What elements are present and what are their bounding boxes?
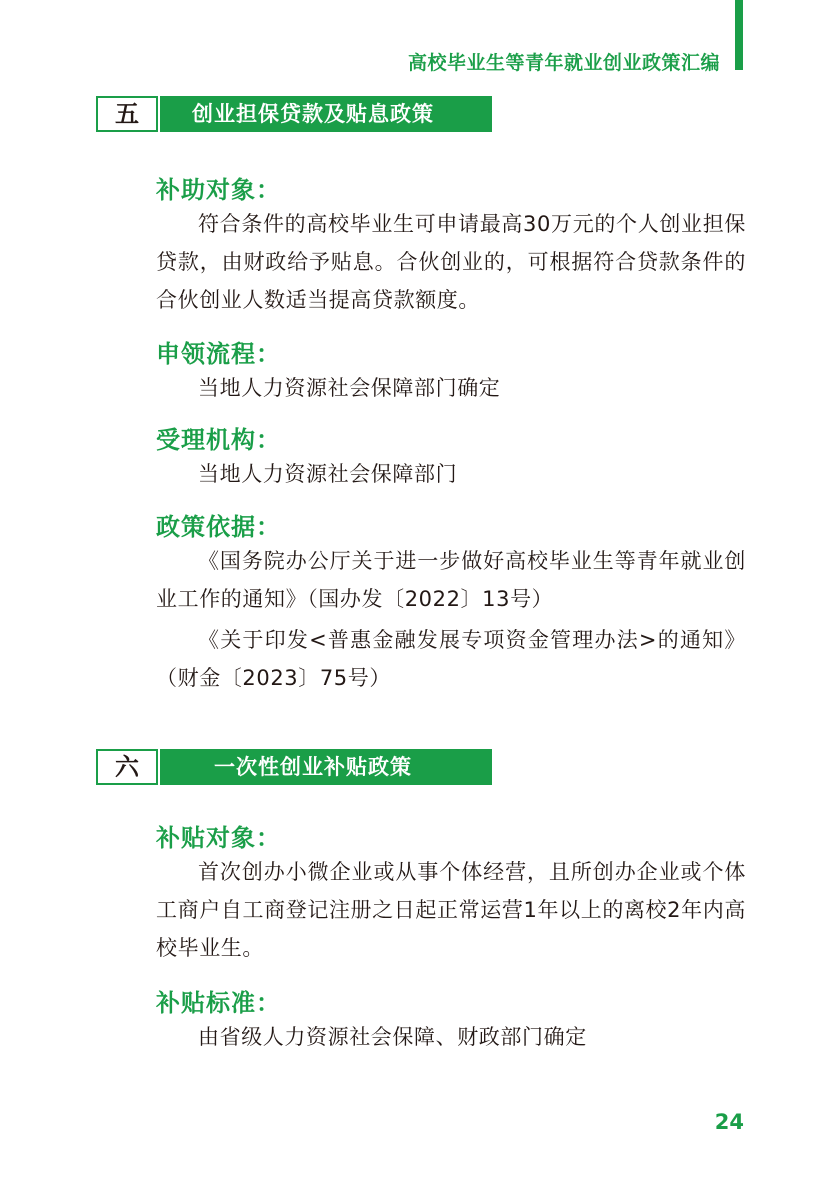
section-number: 五 [96,96,158,132]
section-title-bar [160,749,492,785]
section-header-5 [96,96,492,132]
section-title: 一次性创业补贴政策 [214,755,412,779]
section-title-bar [160,96,492,132]
section-number: 六 [96,749,158,785]
subheading-policy-basis: 政策依据： [156,513,281,541]
paragraph-policy-basis-2: 《关于印发<普惠金融发展专项资金管理办法>的通知》（财金〔2023〕75号） [156,628,746,690]
subheading-handling-agency: 受理机构： [156,426,281,454]
subheading-subsidy-recipients: 补贴对象： [156,824,281,852]
paragraph-subsidy-standard: 由省级人力资源社会保障、财政部门确定 [198,1025,587,1049]
section-header-6 [96,749,492,785]
running-header-title: 高校毕业生等青年就业创业政策汇编 [407,52,720,74]
paragraph-subsidy-recipients: 首次创办小微企业或从事个体经营，且所创办企业或个体工商户自工商登记注册之日起正常运营1年以上的离校2年内高校毕业生。 [156,860,746,960]
page-number: 24 [714,1110,744,1134]
header-accent-bar [735,0,743,70]
subheading-subsidy-target: 补助对象： [156,176,281,204]
paragraph-policy-basis-1: 《国务院办公厅关于进一步做好高校毕业生等青年就业创业工作的通知》（国办发〔2022〕13号） [156,549,746,611]
subheading-subsidy-standard: 补贴标准： [156,989,281,1017]
subheading-application-process: 申领流程： [156,340,281,368]
paragraph-application-process: 当地人力资源社会保障部门确定 [198,376,501,400]
paragraph-handling-agency: 当地人力资源社会保障部门 [198,462,458,486]
section-title: 创业担保贷款及贴息政策 [192,102,434,126]
paragraph-subsidy-target: 符合条件的高校毕业生可申请最高30万元的个人创业担保贷款，由财政给予贴息。合伙创业的，可根据符合贷款条件的合伙创业人数适当提高贷款额度。 [156,212,746,312]
